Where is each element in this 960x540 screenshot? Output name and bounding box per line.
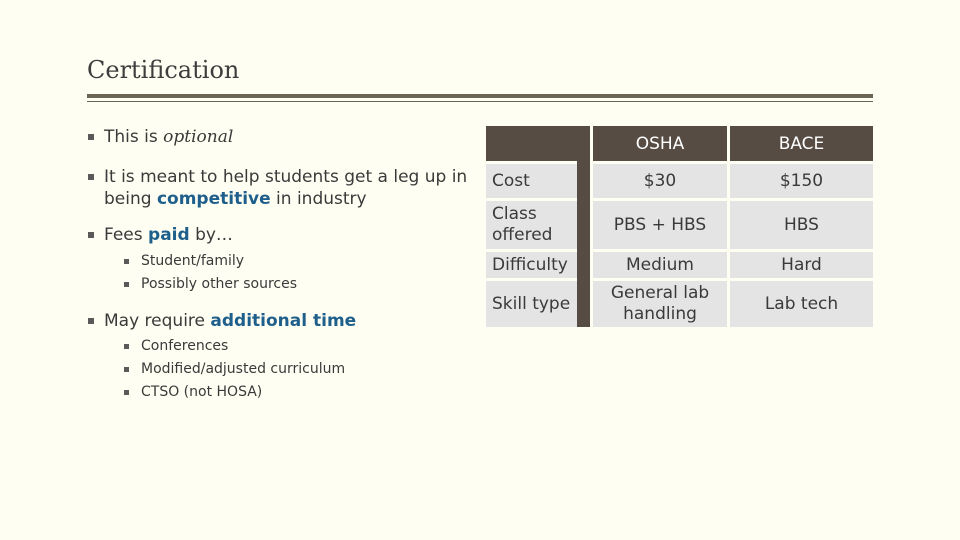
highlight-paid: paid bbox=[148, 225, 190, 245]
row-label-difficulty: Difficulty bbox=[486, 249, 577, 278]
bullet-additional-time: May require additional time bbox=[88, 310, 483, 332]
square-bullet-icon bbox=[124, 344, 129, 349]
square-bullet-icon bbox=[124, 282, 129, 287]
table-row bbox=[486, 161, 873, 198]
cell-osha-skill-type: General lab handling bbox=[590, 278, 727, 327]
square-bullet-icon bbox=[88, 174, 94, 180]
column-divider bbox=[577, 278, 590, 327]
bullet-fees: Fees paid by… bbox=[88, 224, 483, 246]
header-bace: BACE bbox=[727, 126, 873, 161]
title-rule-thin bbox=[87, 101, 873, 102]
highlight-competitive: competitive bbox=[156, 189, 271, 209]
bullet-optional: This is optional bbox=[88, 126, 483, 148]
sub-bullet-ctso: CTSO (not HOSA) bbox=[124, 381, 483, 404]
square-bullet-icon bbox=[124, 390, 129, 395]
column-divider bbox=[577, 161, 590, 198]
table-row bbox=[486, 278, 873, 327]
title-rule-thick bbox=[87, 94, 873, 98]
square-bullet-icon bbox=[88, 318, 94, 324]
square-bullet-icon bbox=[88, 134, 94, 140]
column-divider bbox=[577, 249, 590, 278]
sub-bullet-other-sources: Possibly other sources bbox=[124, 273, 483, 296]
column-divider bbox=[577, 198, 590, 249]
cell-osha-cost: $30 bbox=[590, 161, 727, 198]
emphasis-optional: optional bbox=[163, 127, 234, 147]
sub-bullet-conferences: Conferences bbox=[124, 335, 483, 358]
slide-title: Certification bbox=[87, 56, 240, 84]
row-label-skill-type: Skill type bbox=[486, 278, 577, 327]
certification-table bbox=[486, 126, 873, 327]
row-label-cost: Cost bbox=[486, 161, 577, 198]
square-bullet-icon bbox=[124, 259, 129, 264]
table-row bbox=[486, 249, 873, 278]
column-divider bbox=[577, 126, 590, 161]
bullet-list bbox=[88, 126, 483, 404]
sub-bullet-student-family: Student/family bbox=[124, 250, 483, 273]
cell-bace-skill-type: Lab tech bbox=[727, 278, 873, 327]
square-bullet-icon bbox=[88, 232, 94, 238]
row-label-class-offered: Class offered bbox=[486, 198, 577, 249]
cell-bace-cost: $150 bbox=[727, 161, 873, 198]
highlight-additional-time: additional time bbox=[210, 311, 357, 331]
cell-osha-class-offered: PBS + HBS bbox=[590, 198, 727, 249]
bullet-competitive: It is meant to help students get a leg up in being competitive in industry bbox=[88, 166, 483, 210]
header-osha: OSHA bbox=[590, 126, 727, 161]
cell-osha-difficulty: Medium bbox=[590, 249, 727, 278]
cell-bace-class-offered: HBS bbox=[727, 198, 873, 249]
square-bullet-icon bbox=[124, 367, 129, 372]
table-row bbox=[486, 198, 873, 249]
cell-bace-difficulty: Hard bbox=[727, 249, 873, 278]
table-header-row bbox=[486, 126, 873, 161]
sub-bullet-curriculum: Modified/adjusted curriculum bbox=[124, 358, 483, 381]
table-corner-cell bbox=[486, 126, 577, 161]
